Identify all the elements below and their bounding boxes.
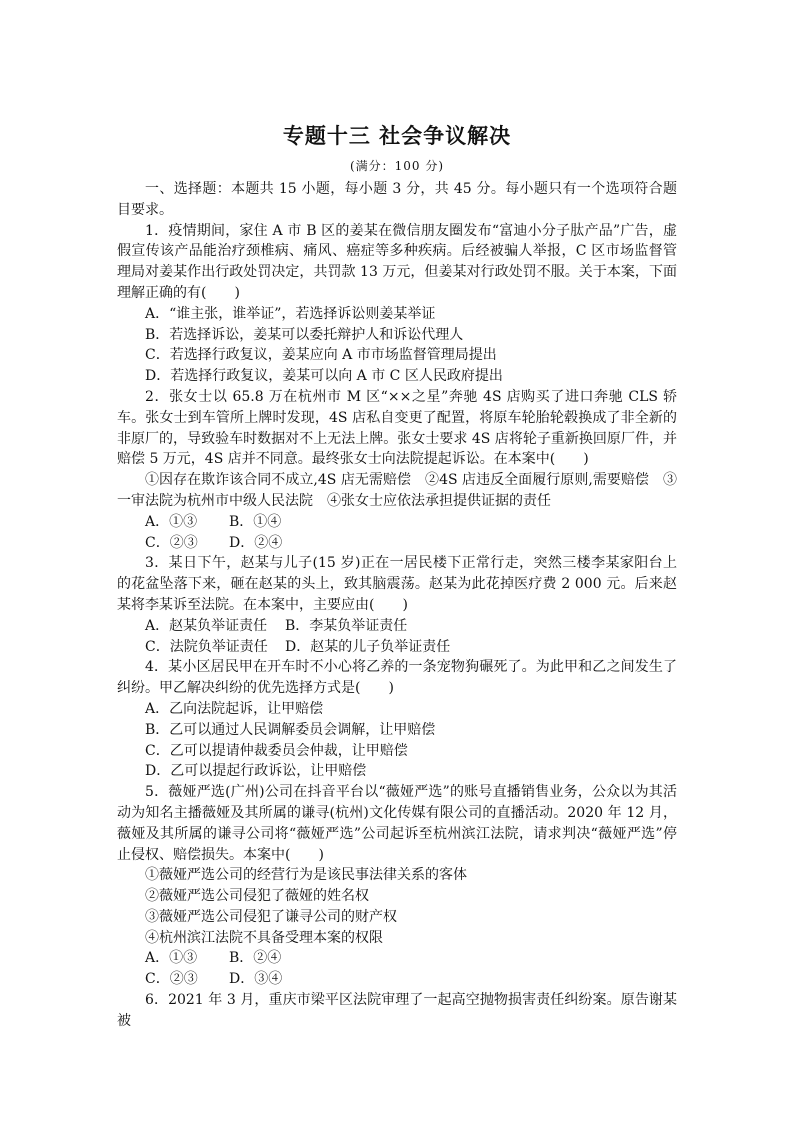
question-2-option-a: A．①③: [145, 513, 198, 530]
question-1-option-d: D．若选择行政复议，姜某可以向 A 市 C 区人民政府提出: [145, 368, 503, 385]
question-4-option-a: A．乙向法院起诉，让甲赔偿: [145, 700, 324, 717]
question-1-stem: 1．疫情期间，家住 A 市 B 区的姜某在微信朋友圈发布“富迪小分子肽产品”广告，虚假宣传该产品能治疗颈椎病、痛风、癌症等多种疾病。后经被骗人举报，C 区市场监督管理局对姜某作出行政处罚决定，共罚款 13 万元，但姜某对行政处罚不服。关于本案，下面理解正确的有( ): [117, 222, 677, 301]
question-5-option-d: D．③④: [229, 971, 283, 988]
question-3-option-d: D．赵某的儿子负举证责任: [285, 638, 451, 655]
question-2-items: ①因存在欺诈该合同不成立,4S 店无需赔偿 ②4S 店违反全面履行原则,需要赔偿 ③一审法院为杭州市中级人民法院 ④张女士应依法承担提供证据的责任: [117, 472, 677, 509]
score-note: (满分：100 分): [349, 159, 445, 173]
question-5-option-b: B．②④: [229, 950, 282, 967]
question-5-item-4: ④杭州滨江法院不具备受理本案的权限: [145, 929, 383, 946]
question-3-option-b: B．李某负举证责任: [285, 617, 408, 634]
question-4-option-d: D．乙可以提起行政诉讼，让甲赔偿: [145, 763, 367, 780]
question-4-option-b: B．乙可以通过人民调解委员会调解，让甲赔偿: [145, 721, 436, 738]
question-2-option-b: B．①④: [229, 513, 282, 530]
question-3-options-row-2: [117, 637, 677, 658]
question-5-stem: 5．薇娅严选(广州)公司在抖音平台以“薇娅严选”的账号直播销售业务，公众以为其活动为知名主播薇娅及其所属的谦寻(杭州)文化传媒有限公司的直播活动。2020 年 12 月，薇娅及其所属的谦寻公司将“薇娅严选”公司起诉至杭州滨江法院，请求判决“薇娅严选”停止侵权、赔偿损失。本案中( ): [117, 784, 677, 863]
question-2-options-row-1: [117, 512, 677, 533]
question-6-stem: 6．2021 年 3 月，重庆市梁平区法院审理了一起高空抛物损害责任纠纷案。原告谢某被: [117, 992, 677, 1029]
question-5-item-1: ①薇娅严选公司的经营行为是该民事法律关系的客体: [145, 867, 467, 884]
question-3-options-row-1: [117, 616, 677, 637]
question-2-option-c: C．②③: [145, 534, 198, 551]
question-5-item-2: ②薇娅严选公司侵犯了薇娅的姓名权: [145, 888, 369, 905]
question-3-option-a: A．赵某负举证责任: [145, 617, 268, 634]
question-5-options-row-1: [117, 948, 677, 969]
question-2-options-row-2: [117, 533, 677, 554]
question-5-options-row-2: [117, 969, 677, 990]
question-2-option-d: D．②④: [229, 534, 283, 551]
question-3-option-c: C．法院负举证责任: [145, 638, 268, 655]
page-title: 专题十三 社会争议解决: [282, 124, 512, 148]
question-2-stem: 2．张女士以 65.8 万在杭州市 M 区“××之星”奔驰 4S 店购买了进口奔驰 CLS 轿车。张女士到车管所上牌时发现，4S 店私自变更了配置，将原车轮胎轮毂换成了非全新的非原厂的，导致验车时数据对不上无法上牌。张女士要求 4S 店将轮子重新换回原厂件，并赔偿 5 万元，4S 店并不同意。最终张女士向法院提起诉讼。在本案中( ): [117, 388, 677, 468]
document-body: [117, 179, 677, 1032]
question-5-item-3: ③薇娅严选公司侵犯了谦寻公司的财产权: [145, 908, 397, 925]
question-5-option-c: C．②③: [145, 971, 198, 988]
question-4-stem: 4．某小区居民甲在开车时不小心将乙养的一条宠物狗碾死了。为此甲和乙之间发生了纠纷。甲乙解决纠纷的优先选择方式是( ): [117, 659, 677, 697]
question-5-option-a: A．①③: [145, 950, 198, 967]
question-1-option-a: A．“谁主张，谁举证”，若选择诉讼则姜某举证: [145, 305, 436, 322]
question-1-option-b: B．若选择诉讼，姜某可以委托辩护人和诉讼代理人: [145, 326, 464, 343]
question-4-option-c: C．乙可以提请仲裁委员会仲裁，让甲赔偿: [145, 742, 408, 759]
question-3-stem: 3．某日下午，赵某与儿子(15 岁)正在一居民楼下正常行走，突然三楼李某家阳台上的花盆坠落下来，砸在赵某的头上，致其脑震荡。赵某为此花掉医疗费 2 000 元。后来赵某将李某诉至法院。在本案中，主要应由( ): [117, 555, 677, 613]
question-1-option-c: C．若选择行政复议，姜某应向 A 市市场监督管理局提出: [145, 347, 497, 364]
section-heading: 一、选择题：本题共 15 小题，每小题 3 分，共 45 分。每小题只有一个选项符合题目要求。: [117, 181, 677, 218]
